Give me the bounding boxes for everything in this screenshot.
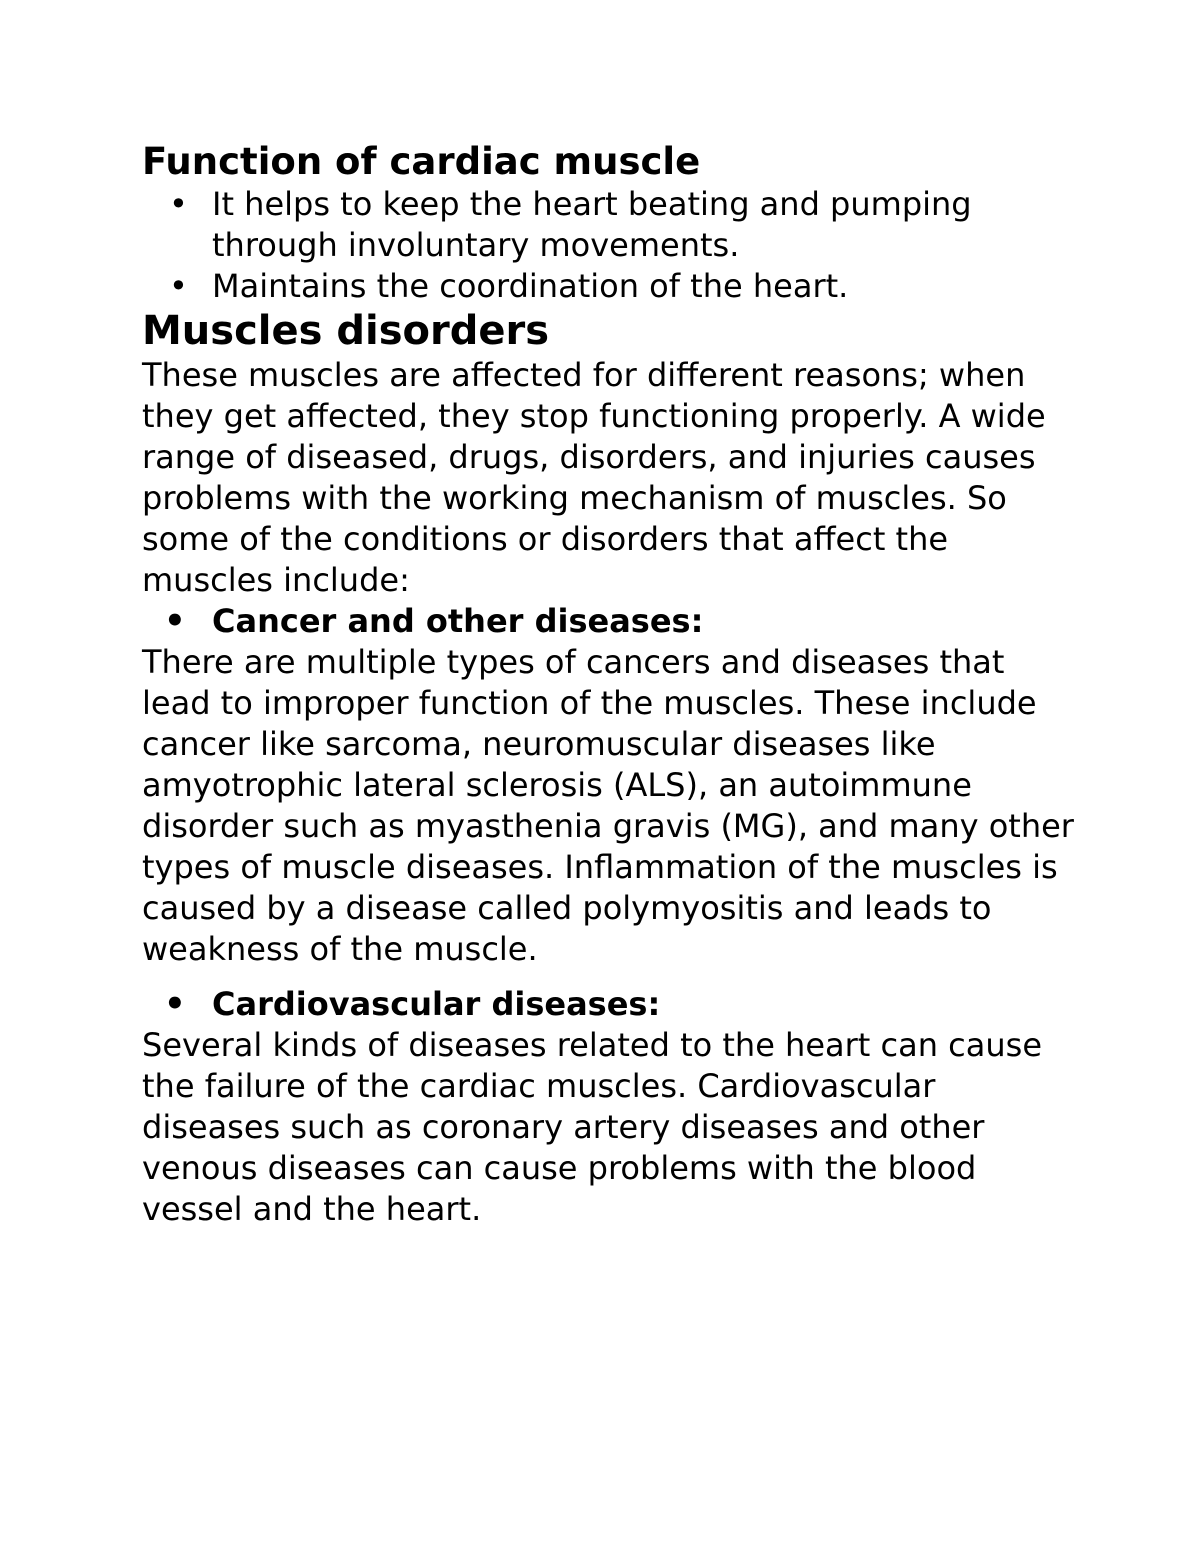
function-heading: Function of cardiac muscle xyxy=(142,140,701,183)
disease-title: Cardiovascular diseases: xyxy=(212,985,661,1024)
bullet-icon: • xyxy=(164,984,186,1025)
disease-description: There are multiple types of cancers and diseases that lead to improper function of the muscles. These include cancer like sarcoma, neuromuscular diseases like amyotrophic lateral sclerosis (ALS), an autoimmune disorder such as myasthenia gravis (MG), and many other types of muscle diseases. Inflammation of the muscles is caused by a disease called polymyositis and leads to weakness of the muscle. xyxy=(142,643,1074,969)
disorders-intro-paragraph: These muscles are affected for different reasons; when they get affected, they stop functioning properly. A wide range of diseased, drugs, disorders, and injuries causes problems with the working mechanism of muscles. So some of the conditions or disorders that affect the muscles include: xyxy=(142,356,1046,600)
list-item-text: It helps to keep the heart beating and pumping through involuntary movements. xyxy=(212,185,972,265)
disorders-heading: Muscles disorders xyxy=(142,308,550,355)
list-item xyxy=(142,184,1082,266)
disease-item-cancer xyxy=(142,601,1082,970)
function-bullet-list xyxy=(142,184,1082,307)
list-item xyxy=(142,266,1082,307)
document-page xyxy=(142,140,1082,1244)
bullet-icon: • xyxy=(169,185,188,224)
disease-title: Cancer and other diseases: xyxy=(212,602,704,641)
disease-heading xyxy=(142,984,1082,1025)
list-item-text: Maintains the coordination of the heart. xyxy=(212,267,849,306)
disease-item-cardiovascular xyxy=(142,984,1082,1230)
bullet-icon: • xyxy=(164,601,186,642)
disease-description: Several kinds of diseases related to the heart can cause the failure of the cardiac muscles. Cardiovascular diseases such as coronary artery diseases and other venous diseases can cause problems with the blood vessel and the heart. xyxy=(142,1026,1042,1229)
disease-heading xyxy=(142,601,1082,642)
bullet-icon: • xyxy=(169,267,188,306)
